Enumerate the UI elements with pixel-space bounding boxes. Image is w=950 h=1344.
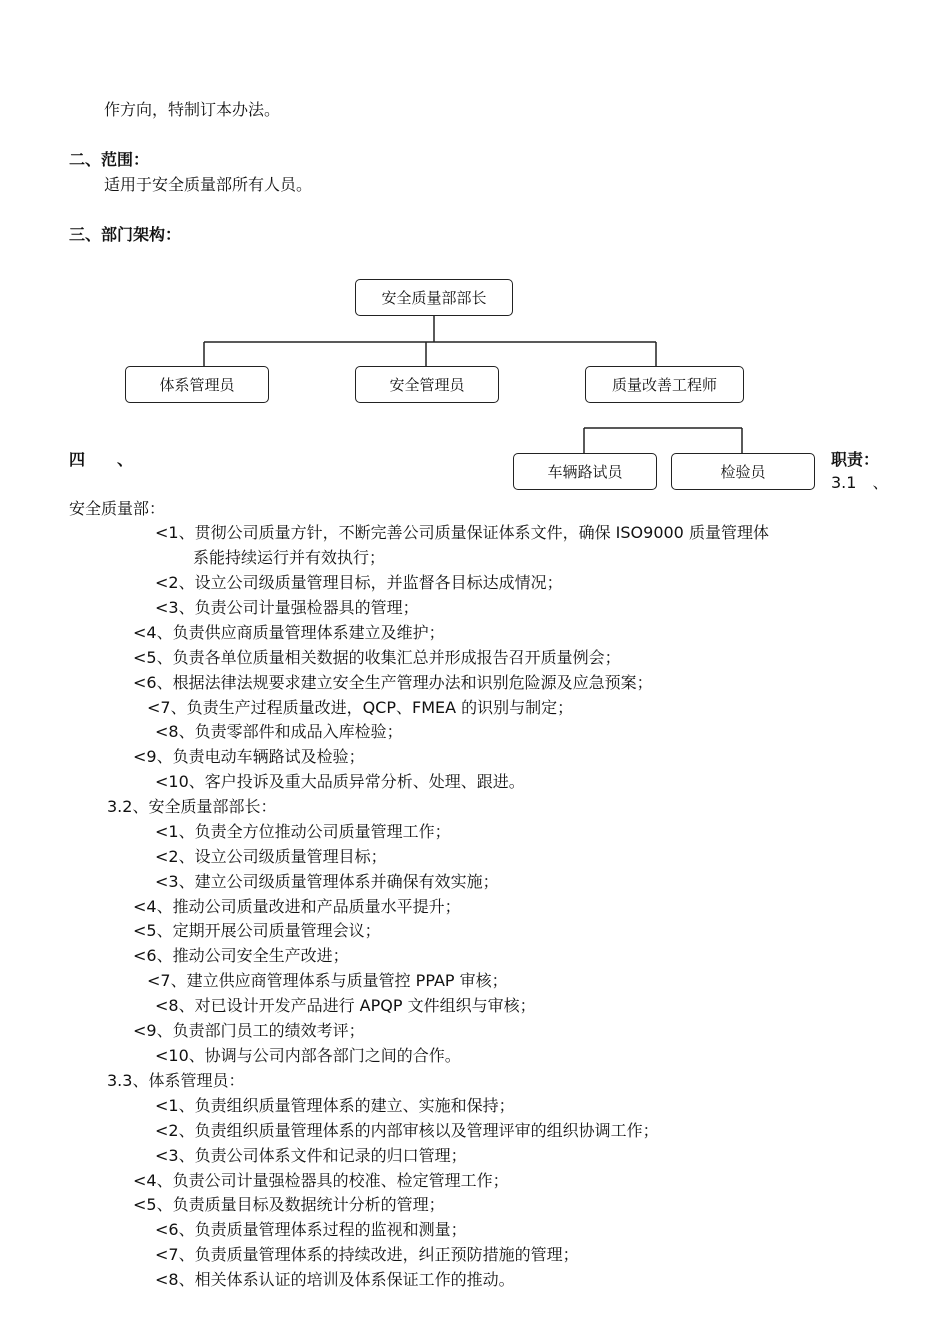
list-item: <8、相关体系认证的培训及体系保证工作的推动。 [155, 1270, 515, 1289]
list-item: <8、负责零部件和成品入库检验； [155, 722, 403, 741]
list-item: <1、贯彻公司质量方针，不断完善公司质量保证体系文件，确保 ISO9000 质量管理体 [155, 523, 769, 542]
list-item: <2、设立公司级质量管理目标，并监督各目标达成情况； [155, 573, 563, 592]
section2-title: 3.2、安全质量部部长： [107, 797, 277, 816]
org-box-safety-admin: 安全管理员 [355, 366, 499, 403]
list-item: <3、负责公司体系文件和记录的归口管理； [155, 1146, 467, 1165]
scope-text: 适用于安全质量部所有人员。 [104, 175, 313, 194]
org-box-inspector: 检验员 [671, 453, 815, 490]
list-item: <4、负责公司计量强检器具的校准、检定管理工作； [133, 1171, 509, 1190]
list-item: <10、协调与公司内部各部门之间的合作。 [155, 1046, 461, 1065]
list-item: 系能持续运行并有效执行； [193, 548, 386, 567]
list-item: <10、客户投诉及重大品质异常分析、处理、跟进。 [155, 772, 525, 791]
list-item: <1、负责组织质量管理体系的建立、实施和保持； [155, 1096, 515, 1115]
list-item: <8、对已设计开发产品进行 APQP 文件组织与审核； [155, 996, 536, 1015]
section1-title: 安全质量部： [69, 499, 166, 518]
org-box-road-tester: 车辆路试员 [513, 453, 657, 490]
section3-title: 3.3、体系管理员： [107, 1071, 245, 1090]
duties-heading-right: 职责： [831, 450, 880, 469]
org-heading: 三、部门架构： [69, 225, 182, 244]
intro-text: 作方向，特制订本办法。 [104, 100, 281, 119]
list-item: <6、根据法律法规要求建立安全生产管理办法和识别危险源及应急预案； [133, 673, 653, 692]
list-item: <9、负责电动车辆路试及检验； [133, 747, 365, 766]
list-item: <1、负责全方位推动公司质量管理工作； [155, 822, 451, 841]
list-item: <4、推动公司质量改进和产品质量水平提升； [133, 897, 461, 916]
scope-heading: 二、范围： [69, 150, 150, 169]
list-item: <4、负责供应商质量管理体系建立及维护； [133, 623, 445, 642]
list-item: <5、负责质量目标及数据统计分析的管理； [133, 1195, 445, 1214]
duties-heading-left: 四 、 [69, 450, 134, 469]
list-item: <7、建立供应商管理体系与质量管控 PPAP 审核； [147, 971, 508, 990]
org-box-system-admin: 体系管理员 [125, 366, 269, 403]
list-item: <5、定期开展公司质量管理会议； [133, 921, 381, 940]
list-item: <6、推动公司安全生产改进； [133, 946, 349, 965]
list-item: <3、负责公司计量强检器具的管理； [155, 598, 419, 617]
duties-sub-prefix: 3.1 、 [831, 473, 889, 492]
list-item: <7、负责质量管理体系的持续改进，纠正预防措施的管理； [155, 1245, 579, 1264]
list-item: <3、建立公司级质量管理体系并确保有效实施； [155, 872, 499, 891]
list-item: <6、负责质量管理体系过程的监视和测量； [155, 1220, 467, 1239]
org-chart-connectors [0, 0, 950, 500]
list-item: <2、设立公司级质量管理目标； [155, 847, 387, 866]
list-item: <2、负责组织质量管理体系的内部审核以及管理评审的组织协调工作； [155, 1121, 659, 1140]
list-item: <7、负责生产过程质量改进，QCP、FMEA 的识别与制定； [147, 698, 574, 717]
list-item: <9、负责部门员工的绩效考评； [133, 1021, 365, 1040]
list-item: <5、负责各单位质量相关数据的收集汇总并形成报告召开质量例会； [133, 648, 621, 667]
org-box-quality-engineer: 质量改善工程师 [585, 366, 744, 403]
org-box-head: 安全质量部部长 [355, 279, 513, 316]
